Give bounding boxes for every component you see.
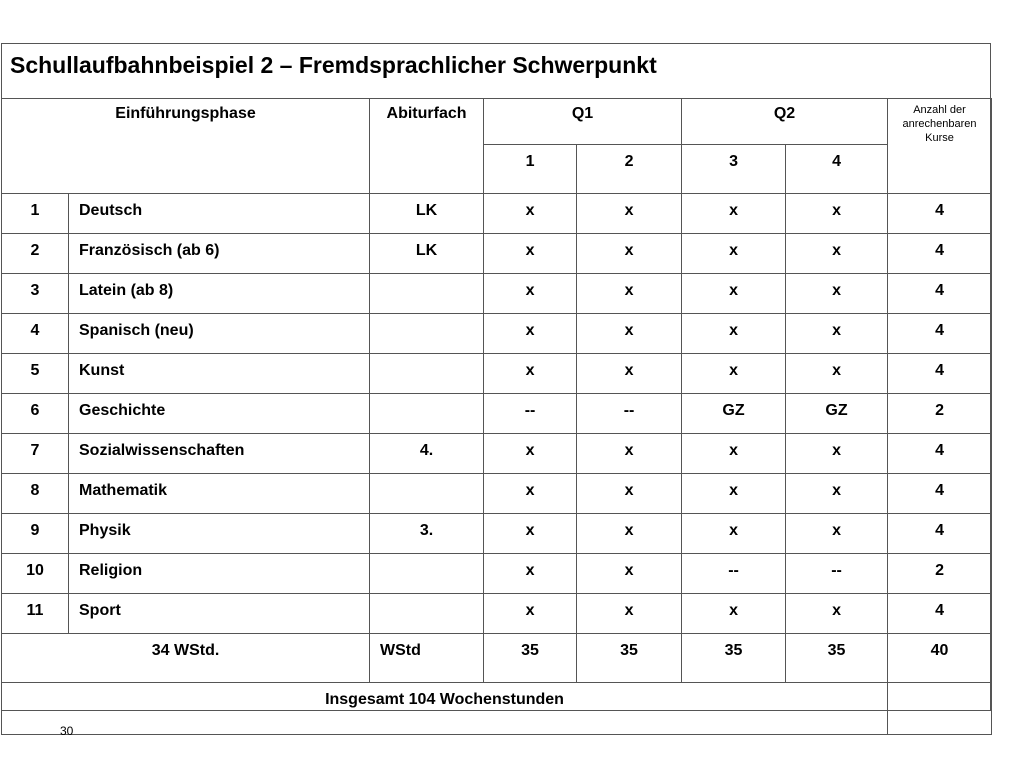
title-bar	[1, 43, 991, 99]
semester-3-cell: x	[682, 594, 786, 634]
semester-1-cell: x	[484, 594, 577, 634]
subject-name: Geschichte	[69, 394, 370, 434]
course-count: 4	[888, 354, 992, 394]
abitur-subject: LK	[370, 234, 484, 274]
table-row	[2, 594, 992, 634]
semester-4-cell: x	[786, 594, 888, 634]
subject-name: Spanisch (neu)	[69, 314, 370, 354]
header-semester-3: 3	[682, 145, 786, 194]
semester-2-cell: x	[577, 594, 682, 634]
row-number: 4	[2, 314, 69, 354]
semester-2-cell: x	[577, 194, 682, 234]
abitur-subject: 3.	[370, 514, 484, 554]
row-number: 6	[2, 394, 69, 434]
semester-4-cell: x	[786, 474, 888, 514]
semester-3-cell: x	[682, 434, 786, 474]
semester-2-cell: x	[577, 354, 682, 394]
abitur-subject	[370, 274, 484, 314]
course-count: 4	[888, 434, 992, 474]
header-semester-2: 2	[577, 145, 682, 194]
table-row	[2, 314, 992, 354]
course-count: 2	[888, 554, 992, 594]
course-count: 4	[888, 194, 992, 234]
course-count: 4	[888, 314, 992, 354]
semester-3-cell: x	[682, 234, 786, 274]
table-row	[2, 554, 992, 594]
total-hours: Insgesamt 104 Wochenstunden	[2, 683, 888, 735]
semester-1-cell: x	[484, 234, 577, 274]
semester-3-cell: x	[682, 474, 786, 514]
header-semester-1: 1	[484, 145, 577, 194]
abitur-subject	[370, 354, 484, 394]
semester-2-cell: x	[577, 274, 682, 314]
summary-row	[2, 634, 992, 683]
abitur-subject	[370, 394, 484, 434]
semester-4-cell: x	[786, 434, 888, 474]
subject-name: Französisch (ab 6)	[69, 234, 370, 274]
summary-wstd-ef: 34 WStd.	[2, 634, 370, 683]
subject-name: Latein (ab 8)	[69, 274, 370, 314]
row-number: 5	[2, 354, 69, 394]
semester-4-cell: x	[786, 274, 888, 314]
course-count: 4	[888, 234, 992, 274]
abitur-subject	[370, 554, 484, 594]
semester-1-cell: x	[484, 554, 577, 594]
course-count: 4	[888, 474, 992, 514]
header-semester-4: 4	[786, 145, 888, 194]
summary-semester-3: 35	[682, 634, 786, 683]
semester-1-cell: --	[484, 394, 577, 434]
table-row	[2, 234, 992, 274]
row-number: 7	[2, 434, 69, 474]
total-row	[2, 683, 992, 735]
abitur-subject	[370, 594, 484, 634]
row-number: 10	[2, 554, 69, 594]
total-empty-cell	[888, 683, 992, 735]
course-count: 4	[888, 514, 992, 554]
header-abiturfach: Abiturfach	[370, 99, 484, 194]
semester-4-cell: x	[786, 194, 888, 234]
header-row	[2, 99, 992, 145]
semester-3-cell: GZ	[682, 394, 786, 434]
course-count: 4	[888, 274, 992, 314]
row-number: 9	[2, 514, 69, 554]
subject-name: Kunst	[69, 354, 370, 394]
summary-semester-1: 35	[484, 634, 577, 683]
row-number: 8	[2, 474, 69, 514]
abitur-subject: LK	[370, 194, 484, 234]
summary-semester-2: 35	[577, 634, 682, 683]
semester-4-cell: x	[786, 314, 888, 354]
header-einfuehrungsphase: Einführungsphase	[2, 99, 370, 194]
table-row	[2, 394, 992, 434]
subject-name: Sozialwissenschaften	[69, 434, 370, 474]
abitur-subject	[370, 474, 484, 514]
table-row	[2, 514, 992, 554]
course-table	[1, 98, 992, 735]
page-number: 30	[60, 724, 74, 738]
abitur-subject	[370, 314, 484, 354]
semester-2-cell: x	[577, 554, 682, 594]
semester-2-cell: x	[577, 434, 682, 474]
semester-3-cell: x	[682, 314, 786, 354]
table-row	[2, 194, 992, 234]
semester-2-cell: --	[577, 394, 682, 434]
abitur-subject: 4.	[370, 434, 484, 474]
course-count: 4	[888, 594, 992, 634]
row-number: 1	[2, 194, 69, 234]
semester-3-cell: x	[682, 354, 786, 394]
table-row	[2, 434, 992, 474]
semester-3-cell: x	[682, 514, 786, 554]
semester-4-cell: x	[786, 354, 888, 394]
subject-name: Deutsch	[69, 194, 370, 234]
subject-name: Religion	[69, 554, 370, 594]
header-anzahl: Anzahl der anrechenbaren Kurse	[888, 99, 992, 194]
semester-1-cell: x	[484, 274, 577, 314]
semester-1-cell: x	[484, 434, 577, 474]
subject-name: Sport	[69, 594, 370, 634]
semester-4-cell: x	[786, 514, 888, 554]
table-row	[2, 274, 992, 314]
summary-course-count: 40	[888, 634, 992, 683]
semester-3-cell: x	[682, 194, 786, 234]
semester-4-cell: --	[786, 554, 888, 594]
semester-2-cell: x	[577, 314, 682, 354]
semester-1-cell: x	[484, 194, 577, 234]
table-row	[2, 354, 992, 394]
row-number: 3	[2, 274, 69, 314]
semester-1-cell: x	[484, 474, 577, 514]
header-q1: Q1	[484, 99, 682, 145]
semester-4-cell: x	[786, 234, 888, 274]
semester-2-cell: x	[577, 234, 682, 274]
row-number: 11	[2, 594, 69, 634]
subject-name: Physik	[69, 514, 370, 554]
semester-1-cell: x	[484, 354, 577, 394]
semester-2-cell: x	[577, 514, 682, 554]
course-count: 2	[888, 394, 992, 434]
semester-1-cell: x	[484, 514, 577, 554]
row-number: 2	[2, 234, 69, 274]
semester-3-cell: x	[682, 274, 786, 314]
summary-semester-4: 35	[786, 634, 888, 683]
semester-2-cell: x	[577, 474, 682, 514]
page-title: Schullaufbahnbeispiel 2 – Fremdsprachlicher Schwerpunkt	[10, 52, 657, 78]
semester-1-cell: x	[484, 314, 577, 354]
header-q2: Q2	[682, 99, 888, 145]
subject-name: Mathematik	[69, 474, 370, 514]
semester-4-cell: GZ	[786, 394, 888, 434]
table-row	[2, 474, 992, 514]
semester-3-cell: --	[682, 554, 786, 594]
summary-wstd-label: WStd	[370, 634, 484, 683]
